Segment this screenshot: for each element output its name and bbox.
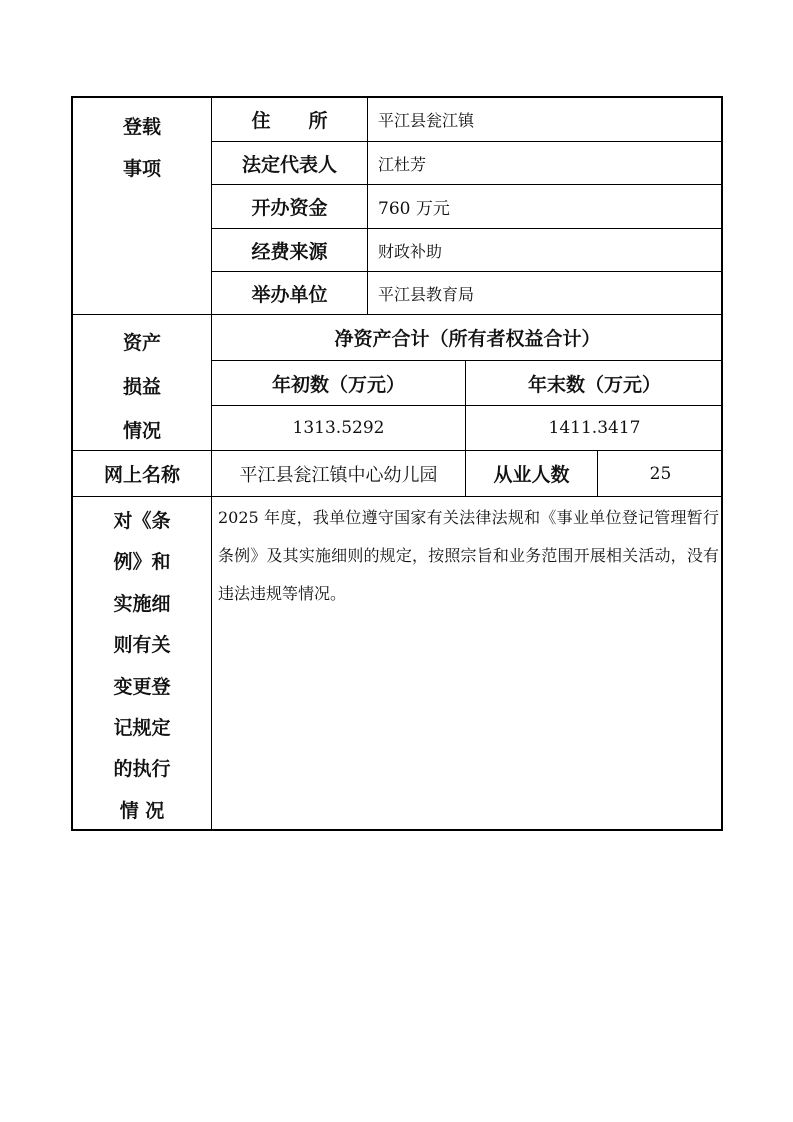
report-table [71,96,723,831]
label-line: 资产 [122,332,161,354]
start-of-year-value: 1313.5292 [292,418,385,438]
end-of-year-label: 年末数（万元） [527,373,661,396]
label-line: 记规定 [113,717,171,740]
online-name-label: 网上名称 [103,464,180,486]
capital-value: 760 万元 [378,199,450,219]
label-line: 的执行 [113,758,171,781]
label-line: 情况 [122,420,161,442]
sponsor-value: 平江县教育局 [378,284,475,304]
legal-rep-value: 江杜芳 [378,154,427,174]
legal-rep-label: 法定代表人 [241,153,337,176]
online-name-value: 平江县瓮江镇中心幼儿园 [239,464,438,486]
label-line: 登载 [122,116,161,138]
start-of-year-label: 年初数（万元） [271,373,405,396]
label-line: 例》和 [113,551,171,574]
label-line: 变更登 [113,675,171,698]
end-of-year-value: 1411.3417 [548,418,641,438]
address-value: 平江县瓮江镇 [378,111,475,130]
registration-section-label [73,106,211,190]
sponsor-label: 举办单位 [251,283,328,306]
funding-source-label: 经费来源 [251,240,328,263]
label-line: 对《条 [113,510,171,532]
label-line: 实施细 [113,592,171,615]
capital-label: 开办资金 [251,197,328,219]
assets-section-label [73,321,211,453]
employees-value: 25 [649,463,672,484]
net-assets-header: 净资产合计（所有者权益合计） [334,328,601,350]
compliance-text: 2025 年度，我单位遵守国家有关法律法规和《事业单位登记管理暂行条例》及其实施细则的规定，按照宗旨和业务范围开展相关活动，没有违法违规等情况。 [218,508,719,603]
label-line: 损益 [122,376,161,398]
label-line: 则有关 [113,634,171,657]
funding-source-value: 财政补助 [378,241,443,261]
employees-label: 从业人数 [493,464,570,486]
label-line: 情 况 [119,799,165,822]
address-label: 住 所 [251,110,328,132]
label-line: 事项 [122,158,161,180]
compliance-label [73,501,211,832]
